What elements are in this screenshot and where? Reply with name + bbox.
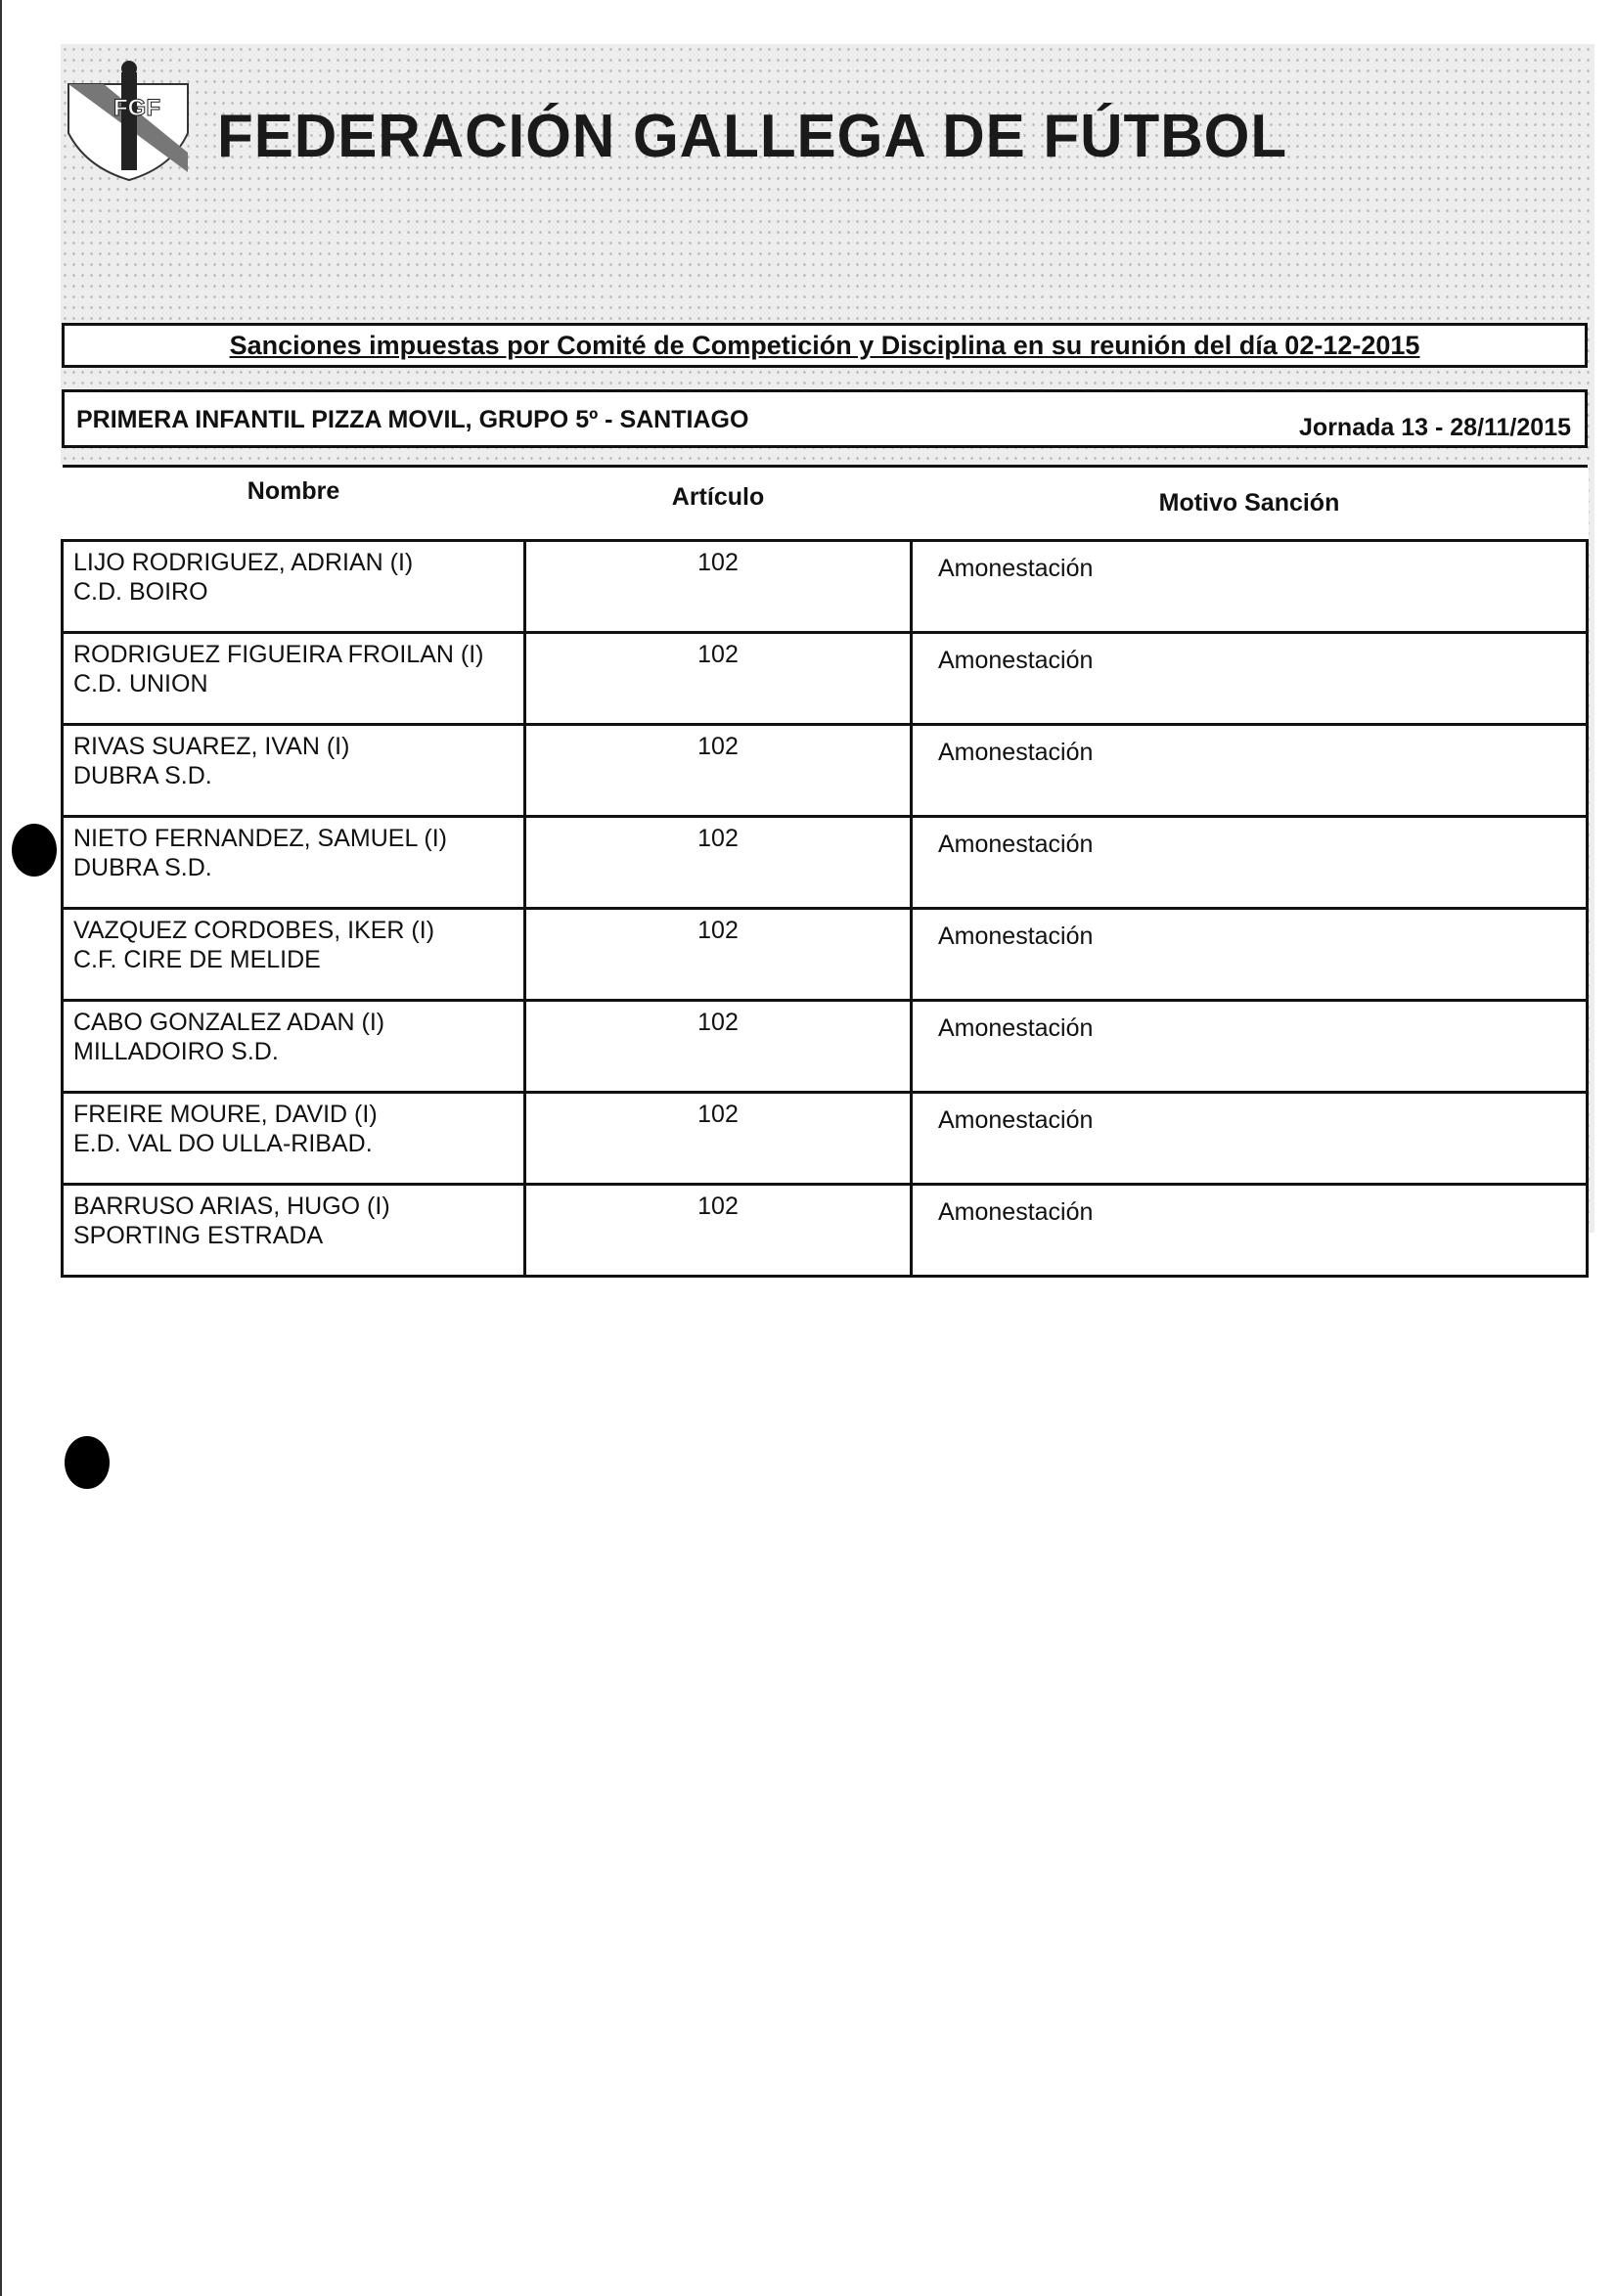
article-cell: 102 <box>525 1001 912 1093</box>
table-row <box>63 1093 1588 1185</box>
article-cell: 102 <box>525 909 912 1001</box>
reason-cell: Amonestación <box>912 909 1588 1001</box>
article-cell: 102 <box>525 541 912 633</box>
club-name: C.D. UNION <box>73 670 208 698</box>
article-cell: 102 <box>525 725 912 817</box>
article-cell: 102 <box>525 817 912 909</box>
player-cell <box>63 1185 525 1277</box>
federation-logo-icon <box>65 55 196 182</box>
player-name: RODRIGUEZ FIGUEIRA FROILAN (I) <box>73 641 484 668</box>
reason-cell: Amonestación <box>912 541 1588 633</box>
player-cell <box>63 541 525 633</box>
category-box <box>62 389 1588 448</box>
table-header-row <box>63 467 1588 541</box>
article-cell: 102 <box>525 633 912 725</box>
player-cell <box>63 633 525 725</box>
punch-hole-mark <box>65 1436 110 1489</box>
player-name: VAZQUEZ CORDOBES, IKER (I) <box>73 917 435 944</box>
sanctions-heading: Sanciones impuestas por Comité de Competición y Disciplina en su reunión del día 02-12-2015 <box>229 331 1420 360</box>
reason-cell: Amonestación <box>912 817 1588 909</box>
scan-edge <box>0 0 2 2296</box>
reason-cell: Amonestación <box>912 1093 1588 1185</box>
sanctions-table <box>61 465 1589 1278</box>
player-name: CABO GONZALEZ ADAN (I) <box>73 1009 385 1036</box>
column-header-article: Artículo <box>525 467 912 541</box>
player-cell <box>63 1001 525 1093</box>
player-name: LIJO RODRIGUEZ, ADRIAN (I) <box>73 549 414 576</box>
article-cell: 102 <box>525 1185 912 1277</box>
article-cell: 102 <box>525 1093 912 1185</box>
club-name: C.F. CIRE DE MELIDE <box>73 946 321 973</box>
reason-cell: Amonestación <box>912 725 1588 817</box>
club-name: MILLADOIRO S.D. <box>73 1038 279 1065</box>
svg-text:FGF: FGF <box>113 95 160 121</box>
reason-cell: Amonestación <box>912 1185 1588 1277</box>
club-name: DUBRA S.D. <box>73 762 212 789</box>
player-name: NIETO FERNANDEZ, SAMUEL (I) <box>73 825 447 852</box>
sanctions-heading-box <box>62 323 1588 368</box>
table-row <box>63 1001 1588 1093</box>
club-name: SPORTING ESTRADA <box>73 1222 324 1249</box>
category-label: PRIMERA INFANTIL PIZZA MOVIL, GRUPO 5º - SANTIAGO <box>76 406 749 433</box>
page-title: FEDERACIÓN GALLEGA DE FÚTBOL <box>217 103 1288 170</box>
table-row <box>63 725 1588 817</box>
column-header-reason: Motivo Sanción <box>912 467 1588 541</box>
table-row <box>63 1185 1588 1277</box>
club-name: E.D. VAL DO ULLA-RIBAD. <box>73 1130 373 1157</box>
player-cell <box>63 1093 525 1185</box>
reason-cell: Amonestación <box>912 633 1588 725</box>
player-cell <box>63 725 525 817</box>
player-cell <box>63 909 525 1001</box>
club-name: C.D. BOIRO <box>73 578 208 606</box>
punch-hole-mark <box>12 824 57 877</box>
jornada-label: Jornada 13 - 28/11/2015 <box>1299 414 1571 441</box>
reason-cell: Amonestación <box>912 1001 1588 1093</box>
table-row <box>63 633 1588 725</box>
player-cell <box>63 817 525 909</box>
column-header-name: Nombre <box>63 467 525 541</box>
club-name: DUBRA S.D. <box>73 854 212 881</box>
player-name: BARRUSO ARIAS, HUGO (I) <box>73 1193 390 1220</box>
table-row <box>63 817 1588 909</box>
table-row <box>63 909 1588 1001</box>
player-name: FREIRE MOURE, DAVID (I) <box>73 1101 378 1128</box>
player-name: RIVAS SUAREZ, IVAN (I) <box>73 733 350 760</box>
table-row <box>63 541 1588 633</box>
